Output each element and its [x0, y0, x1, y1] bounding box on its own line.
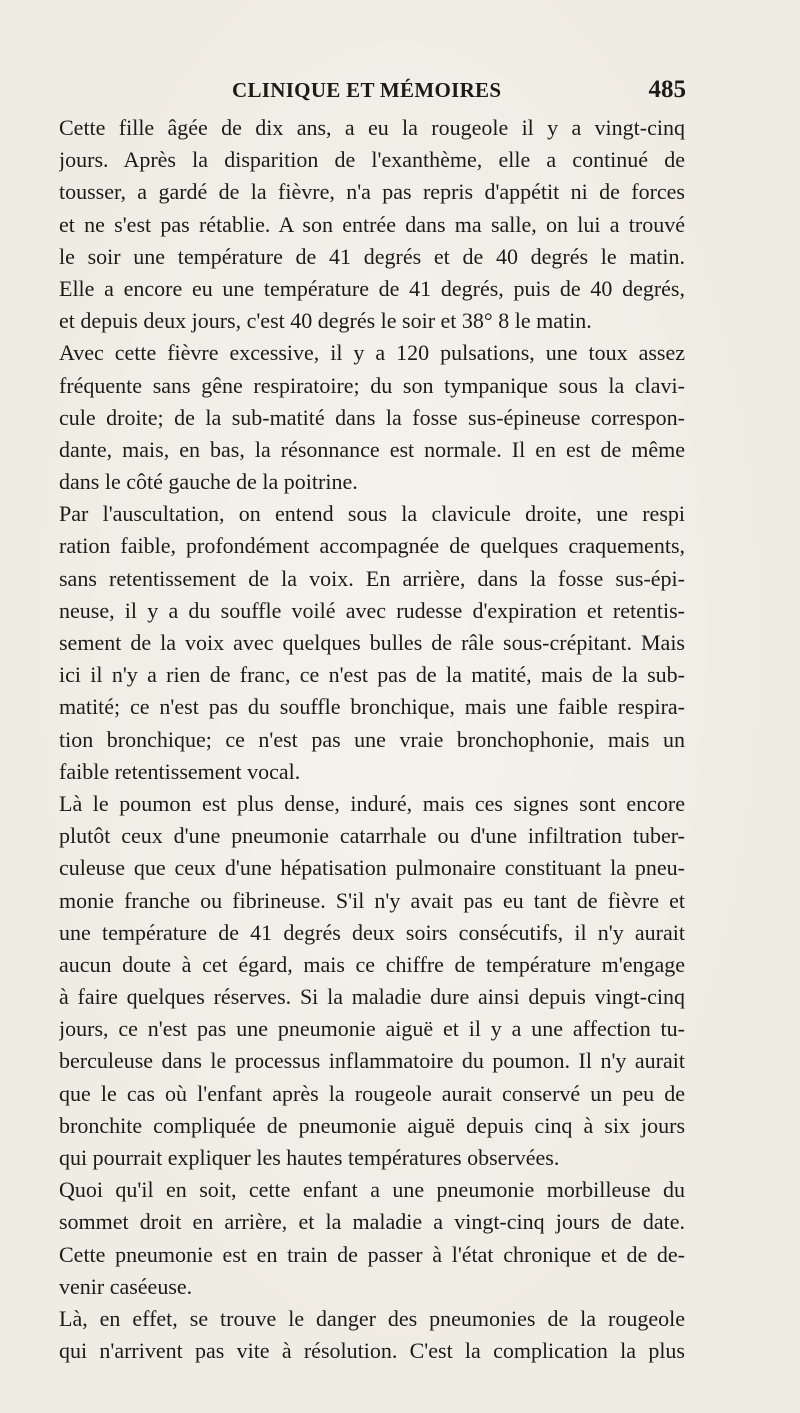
text-line: tousser, a gardé de la fièvre, n'a pas repris d'appétit ni de forces	[59, 179, 685, 205]
text-line: Là, en effet, se trouve le danger des pneumonies de la rougeole	[59, 1305, 685, 1331]
text-line: Quoi qu'il en soit, cette enfant a une pneumonie morbilleuse du	[59, 1177, 685, 1203]
text-line: matité; ce n'est pas du souffle bronchique, mais une faible respira-	[59, 694, 685, 720]
text-line: faible retentissement vocal.	[59, 758, 301, 784]
text-line: cule droite; de la sub-matité dans la fosse sus-épineuse correspon-	[59, 404, 685, 430]
text-line: sans retentissement de la voix. En arrière, dans la fosse sus-épi-	[59, 565, 685, 591]
text-line: Avec cette fièvre excessive, il y a 120 pulsations, une toux assez	[59, 340, 685, 366]
text-line: dante, mais, en bas, la résonnance est normale. Il en est de même	[59, 436, 685, 462]
text-line: et depuis deux jours, c'est 40 degrés le soir et 38° 8 le matin.	[59, 308, 592, 334]
text-line: monie franche ou fibrineuse. S'il n'y avait pas eu tant de fièvre et	[59, 887, 685, 913]
text-line: aucun doute à cet égard, mais ce chiffre de température m'engage	[59, 951, 685, 977]
text-line: qui n'arrivent pas vite à résolution. C'est la complication la plus	[59, 1338, 685, 1364]
text-line: culeuse que ceux d'une hépatisation pulmonaire constituant la pneu-	[59, 855, 685, 881]
text-line: ration faible, profondément accompagnée de quelques craquements,	[59, 533, 685, 559]
text-line: qui pourrait expliquer les hautes températures observées.	[59, 1145, 560, 1170]
page-number: 485	[648, 76, 686, 103]
body-text	[59, 112, 685, 1367]
running-head: CLINIQUE ET MÉMOIRES	[232, 78, 502, 102]
text-line: une température de 41 degrés deux soirs consécutifs, il n'y aurait	[59, 919, 685, 945]
text-line: le soir une température de 41 degrés et de 40 degrés le matin.	[59, 243, 685, 269]
page-header	[56, 76, 686, 106]
text-line: Par l'auscultation, on entend sous la clavicule droite, une respi	[59, 501, 685, 527]
text-line: Cette fille âgée de dix ans, a eu la rougeole il y a vingt-cinq	[59, 115, 685, 140]
text-line: sement de la voix avec quelques bulles de râle sous-crépitant. Mais	[59, 630, 685, 655]
text-line: et ne s'est pas rétablie. A son entrée dans ma salle, on lui a trouvé	[59, 211, 685, 237]
text-line: fréquente sans gêne respiratoire; du son tympanique sous la clavi-	[59, 372, 685, 398]
text-line: Cette pneumonie est en train de passer à l'état chronique et de de-	[59, 1241, 685, 1267]
text-line: jours, ce n'est pas une pneumonie aiguë et il y a une affection tu-	[59, 1016, 685, 1042]
text-line: tion bronchique; ce n'est pas une vraie bronchophonie, mais un	[59, 726, 685, 752]
text-line: que le cas où l'enfant après la rougeole aurait conservé un peu de	[59, 1080, 685, 1106]
text-line: ici il n'y a rien de franc, ce n'est pas de la matité, mais de la sub-	[59, 662, 685, 688]
text-line: sommet droit en arrière, et la maladie a vingt-cinq jours de date.	[59, 1209, 685, 1235]
text-line: dans le côté gauche de la poitrine.	[59, 469, 358, 495]
text-line: jours. Après la disparition de l'exanthème, elle a continué de	[59, 147, 685, 173]
text-line: berculeuse dans le processus inflammatoire du poumon. Il n'y aurait	[59, 1048, 685, 1074]
text-line: bronchite compliquée de pneumonie aiguë depuis cinq à six jours	[59, 1112, 685, 1138]
text-line: neuse, il y a du souffle voilé avec rudesse d'expiration et retentis-	[59, 597, 685, 623]
text-line: venir caséeuse.	[59, 1273, 193, 1299]
text-line: à faire quelques réserves. Si la maladie dure ainsi depuis vingt-cinq	[59, 984, 685, 1010]
text-line: plutôt ceux d'une pneumonie catarrhale ou d'une infiltration tuber-	[59, 823, 685, 849]
text-line: Elle a encore eu une température de 41 degrés, puis de 40 degrés,	[59, 275, 685, 301]
text-line: Là le poumon est plus dense, induré, mais ces signes sont encore	[59, 790, 685, 816]
